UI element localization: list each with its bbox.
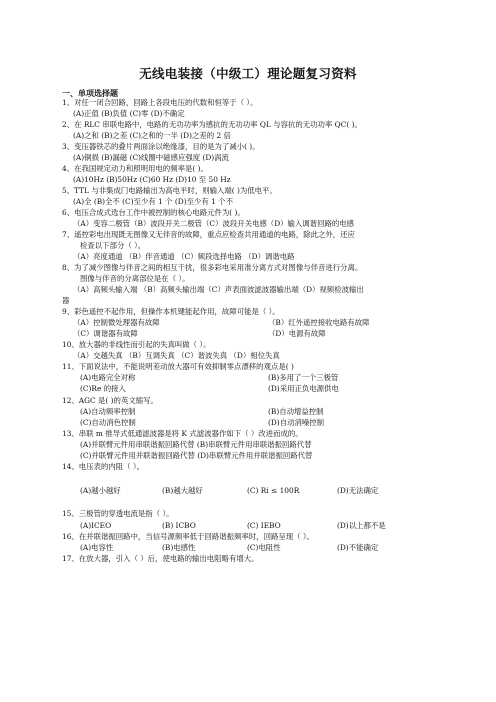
question-text: 8、为了减少图像与伴音之间的相互干扰，很多彩电采用准分离方式对图像与伴音进行分离。 xyxy=(62,263,363,272)
question-text-continued: 图像与伴音的分离部位是在（ ）。 xyxy=(80,274,190,283)
option-line: (A)正值 (B)负值 (C)零 (D)不确定 xyxy=(73,109,185,118)
option-a: (A)越小越好 xyxy=(80,486,121,495)
option-line: (A)全 (B)全不 (C)至少有 1 个 (D)至少有 1 个不 xyxy=(73,197,233,206)
option-c: (C)Re 的接入 xyxy=(80,384,126,393)
option-d: (D)以上都不是 xyxy=(337,521,386,530)
question-text: 10、放大器的非线性而引起的失真叫做（ ）。 xyxy=(62,340,211,349)
question-text: 15、三极管的穿透电流是指（ ）。 xyxy=(62,509,174,518)
question-text: 2、在 RLC 串联电路中，电路的无功功率为感抗的无功功率 QL 与容抗的无功功率 QC( )。 xyxy=(62,120,362,129)
document-title: 无线电装接（中级工）理论题复习资料 xyxy=(139,66,357,81)
option-a: （A）控制微处理器有故障 xyxy=(73,318,160,327)
question-text-continued: 检查以下部分（ ）。 xyxy=(80,241,146,250)
question-text: 11、下面说法中，不能说明差动放大器可有效抑制零点漂移的观点是( ) xyxy=(62,362,294,371)
question-text: 5、TTL 与非集成门电路输出为高电平时，则输入端( )为低电平。 xyxy=(62,186,277,195)
question-text: 4、在我国规定动力和照明用电的频率是( )。 xyxy=(62,164,208,173)
option-b: （B）红外遥控接收电路有故障 xyxy=(268,318,370,327)
section-heading: 一、单项选择题 xyxy=(62,89,118,98)
question-text: 3、变压器铁芯的叠片两面涂以绝缘漆，目的是为了减小( )。 xyxy=(62,142,260,151)
question-text: 7、遥控彩电出现既无图像又无伴音的故障，重点应检查共用通道的电路，除此之外，还应 xyxy=(62,230,355,239)
option-line: （A）高频头输入端 （B）高频头输出端（C）声表面波滤波器输出端（D）视频检波输出 xyxy=(73,285,364,294)
question-text: 13、串联 m 推导式低通滤波器是将 K 式滤波器作如下（ ）改进而成的。 xyxy=(62,429,303,438)
option-line: （A）交越失真 （B）互调失真 （C）谐波失真 （D）相位失真 xyxy=(73,351,280,360)
question-text: 9、彩色遥控不起作用，但操作本机键能起作用，故障可能是（ ）。 xyxy=(62,307,280,316)
option-d: (D)自动消噪控制 xyxy=(268,418,325,427)
option-b: (B)电感性 xyxy=(162,543,196,552)
option-d: (D)不能确定 xyxy=(337,543,379,552)
option-line: 器 xyxy=(62,296,70,305)
option-a: (A)电路完全对称 xyxy=(80,373,136,382)
option-b: (B)多用了一个三极管 xyxy=(268,373,339,382)
option-d: (D)无法确定 xyxy=(337,486,379,495)
option-a: (A)ICEO xyxy=(80,521,112,530)
question-text: 17、在放大器，引入（ ）后，使电路的输出电阻略有增大。 xyxy=(62,554,259,563)
question-text: 1、对任一闭合回路，回路上各段电压的代数和恒等于（ ）。 xyxy=(62,98,258,107)
option-c: (C) IEBO xyxy=(247,521,281,530)
option-d: （D）电源有故障 xyxy=(268,329,326,338)
option-b: (B) ICBO xyxy=(162,521,196,530)
option-line: (A)并联臂元件用串联谐振回路代替 (B)串联臂元件用串联谐振回路代替 xyxy=(80,440,312,449)
option-line: (A)10Hz (B)50Hz (C)60 Hz (D)10 至 50 Hz xyxy=(73,175,231,184)
option-a: (A)自动频率控制 xyxy=(80,407,136,416)
option-line: (A)之和 (B)之差 (C)之和的一半 (D)之差的 2 倍 xyxy=(73,131,231,140)
option-c: (C) Ri ≤ 100R xyxy=(247,486,300,495)
option-d: (D)采用正负电源供电 xyxy=(268,384,339,393)
option-a: (A)电容性 xyxy=(80,543,114,552)
question-text: 14、电压表的内阻（ ）。 xyxy=(62,462,144,471)
option-b: (B)越大越好 xyxy=(162,486,203,495)
question-text: 12、AGC 是( )的英文缩写。 xyxy=(62,396,158,405)
question-text: 6、电压合成式选台工作中被控制的核心电路元件为( )。 xyxy=(62,208,245,217)
option-b: (B)自动增益控制 xyxy=(268,407,324,416)
option-line: (A)铜损 (B)漏磁 (C)线圈中磁感应强度 (D)涡流 xyxy=(73,153,229,162)
option-line: （A）变容二极管（B）波段开关二极管（C）波段开关电感（D）输入调谐回路的电感 xyxy=(73,219,355,228)
question-text: 16、在并联谐振回路中，当信号源频率低于回路谐振频率时，回路呈现（ ）。 xyxy=(62,532,314,541)
option-c: （C）调谐器有故障 xyxy=(73,329,138,338)
option-line: (C)并联臂元件用并联谐振回路代替 (D)串联臂元件用并联谐振回路代替 xyxy=(80,451,313,460)
option-line: （A）亮度通道 （B）伴音通道 （C）频段选择电路 （D）调谐电路 xyxy=(73,252,295,261)
option-c: (C)自动消色控制 xyxy=(80,418,136,427)
option-c: (C)电阻性 xyxy=(247,543,281,552)
